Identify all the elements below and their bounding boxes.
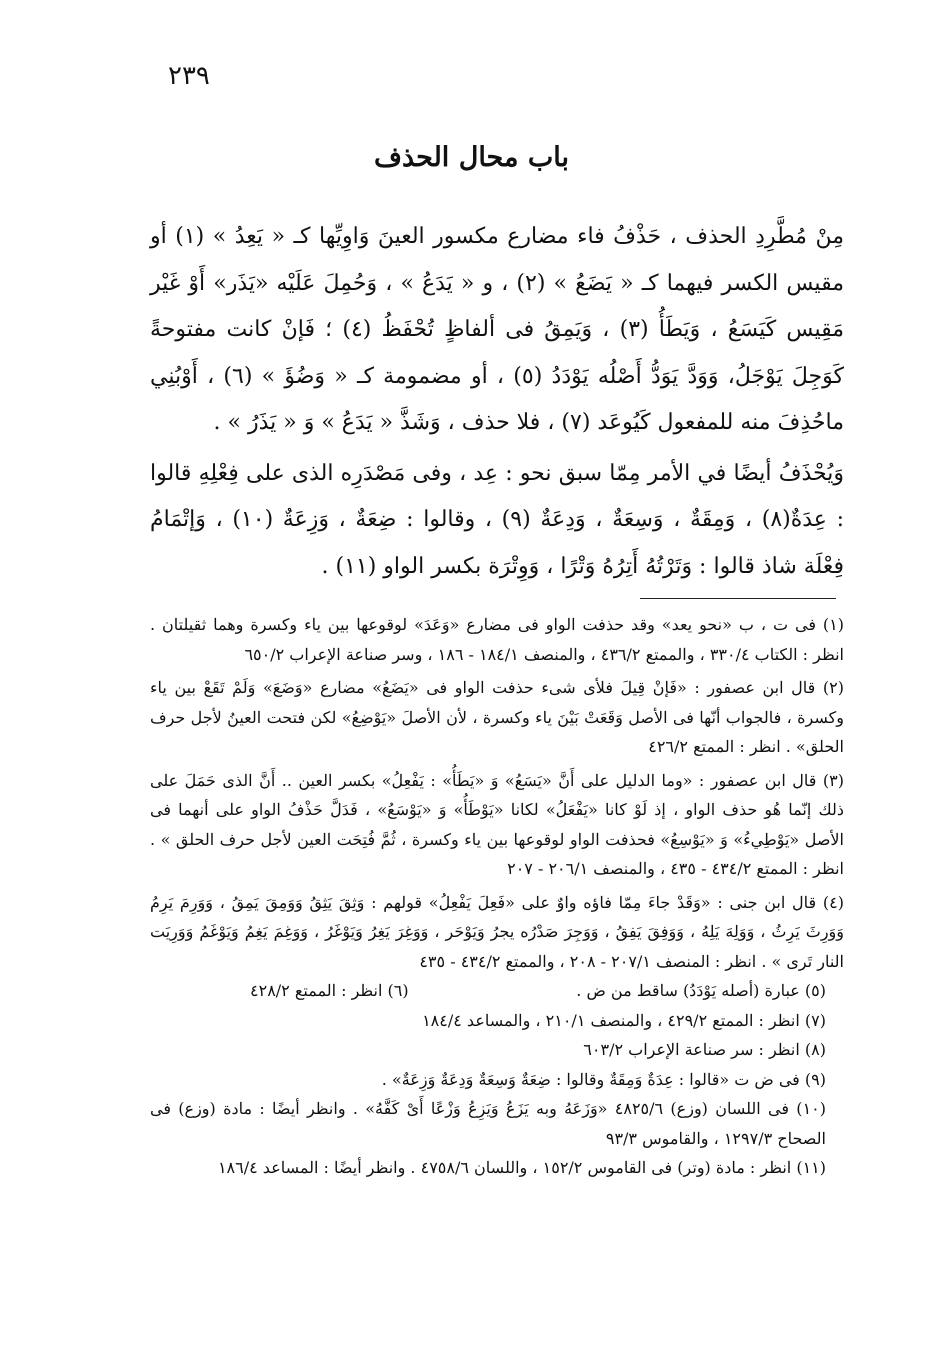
footnotes	[150, 610, 844, 1183]
footnote-separator	[640, 598, 836, 599]
footnote-7: (٧) انظر : الممتع ٤٢٩/٢ ، والمنصف ٢١٠/١ ، والمساعد ١٨٤/٤	[422, 1010, 826, 1030]
main-paragraph: مِنْ مُطَّرِدِ الحذف ، حَذْفُ فاء مضارع مكسور العينَ وَاوِيِّها كـ « يَعِدُ » (١) أو مقيس الكسر فيهما كـ « يَضَعُ » (٢) ، و « يَدَعُ » ، وَحُمِلَ عَلَيْه «يَذَر» أَوْ غَيْر مَقِيس كَيَسَعُ ، وَيَطَأُ (٣) ، وَيَمِقُ فى ألفاظٍ تُحْفَظُ (٤) ؛ فَإنْ كانت مفتوحةً كَوَجِلَ يَوْجَلُ، وَوَدَّ يَوَدُّ أَصْلُه يَوْدَدُ (٥) ، أو مضمومة كـ « وَضُؤَ » (٦) ، أَوْبُنِي ماحُذِفَ منه للمفعول كَيُوعَد (٧) ، فلا حذف ، وَشَذَّ « يَدَعُ » وَ « يَذَرُ » .	[150, 224, 845, 435]
footnote-5: (٥) عبارة (أصله يَوْدَدُ) ساقط من ض .	[576, 981, 826, 1000]
footnote-3: (٣) قال ابن عصفور : «وما الدليل على أَنَّ «يَسَعُ» وَ «يَطَأُ» : يَفْعِلُ» بكسر العين .. أَنَّ الذى حَمَلَ على ذلك إنّما هُو حذف الواو ، إذ لَوْ كانا «يَفْعَلُ» لكانا «يَوْطَأُ» وَ «يَوْسَعُ» ، فَدَلَّ حَذْفُ الواو على أنهما فى الأصل «يَوْطِيءُ» وَ «يَوْسِعُ» فحذفت الواو لوقوعها بين ياء وكسرة ، ثُمَّ فُتِحَت العين لأجل حرف الحلق » . انظر : الممتع ٤٣٤/٢ - ٤٣٥ ، والمنصف ٢٠٦/١ - ٢٠٧	[150, 770, 845, 878]
footnote-8: (٨) انظر : سر صناعة الإعراب ٦٠٣/٢	[583, 1040, 826, 1059]
main-paragraph: وَيُحْذَفُ أيضًا في الأمر مِمّا سبق نحو : عِد ، وفى مَصْدَرِه الذى على فِعْلِهِ قالوا : عِدَةٌ(٨) ، وَمِقَةٌ ، وَسِعَةٌ ، وَدِعَةٌ (٩) ، وقالوا : ضِعَةٌ ، وَزِعَةٌ (١٠) ، وَإتْمَامُ فِعْلَة شاذ قالوا : وَتَرْتُهُ أَتِرُهُ وَتْرًا ، وَوِتْرَة بكسر الواو (١١) .	[150, 460, 844, 579]
footnote-1: (١) فى ت ، ب «نحو يعد» وقد حذفت الواو فى مضارع «وَعَدَ» لوقوعها بين ياء وكسرة وهما ثقيلتان . انظر : الكتاب ٣٣٠/٤ ، والممتع ٤٣٦/٢ ، والمنصف ١٨٤/١ - ١٨٦ ، وسر صناعة الإعراب ٦٥٠/٢	[150, 615, 844, 664]
chapter-title: باب محال الحذف	[373, 142, 569, 173]
footnote-11: (١١) انظر : مادة (وتر) فى القاموس ١٥٢/٢ ، واللسان ٤٧٥٨/٦ . وانظر أيضًا : المساعد ١٨٦/٤	[217, 1158, 826, 1177]
main-text	[150, 214, 844, 590]
page-number: ٢٣٩	[168, 61, 210, 91]
footnote-2: (٢) قال ابن عصفور : «فَإنْ قِيلَ فلأى شىء حذفت الواو فى «يَضَعُ» مضارع «وَضَعَ» وَلَمْ تَقَعْ بين ياء وكسرة ، فالجواب أنّها فى الأصل وَقَعَتْ بَيْنَ ياء وكسرة ، لأن الأصلَ «يَوْضِعُ» لكن فتحت العينُ لأجل حرف الحلق» . انظر : الممتع ٤٢٦/٢	[150, 678, 844, 756]
footnote-9: (٩) فى ض ت «قالوا : عِدَةٌ وَمِقَةٌ وقالوا : ضِعَةٌ وَسِعَةٌ وَدِعَةٌ وَزِعَةٌ» .	[381, 1069, 826, 1089]
footnote-6: (٦) انظر : الممتع ٤٢٨/٢	[250, 981, 409, 1000]
footnote-row-5-6	[150, 976, 826, 1006]
footnote-10: (١٠) فى اللسان (وزع) ٤٨٢٥/٦ «وَزَعَهُ وبه يَزَعُ وَيَزِعُ وَزْعًا أَىْ كَفَّهُ» . وانظر أيضًا : مادة (وزع) فى الصحاح ١٢٩٧/٣ ، والقاموس ٩٣/٣	[150, 1099, 826, 1148]
footnote-4: (٤) قال ابن جنى : «وَقَدْ جاءَ مِمّا فاؤه واوٌ على «فَعِلَ يَفْعِلُ» قولهم : وَثِقَ يَثِقُ وَوَمِقَ يَمِقُ ، وَوَرِمَ يَرِمُ وَوَرِثَ يَرِثُ ، وَوَلِهَ يَلِهُ ، وَوَفِقَ يَفِقُ ، وَوَجِرَ صَدْرُه يجرُ وَيَوْحَر ، وَوَغِرَ يَغِرُ وَيَوْغَرُ ، وَوَغِمَ يَغِمُ وَيَوْغَمُ وَوَرِيَت النار تَرى » . انظر : المنصف ٢٠٧/١ - ٢٠٨ ، والممتع ٤٣٤/٢ - ٤٣٥	[150, 892, 845, 971]
